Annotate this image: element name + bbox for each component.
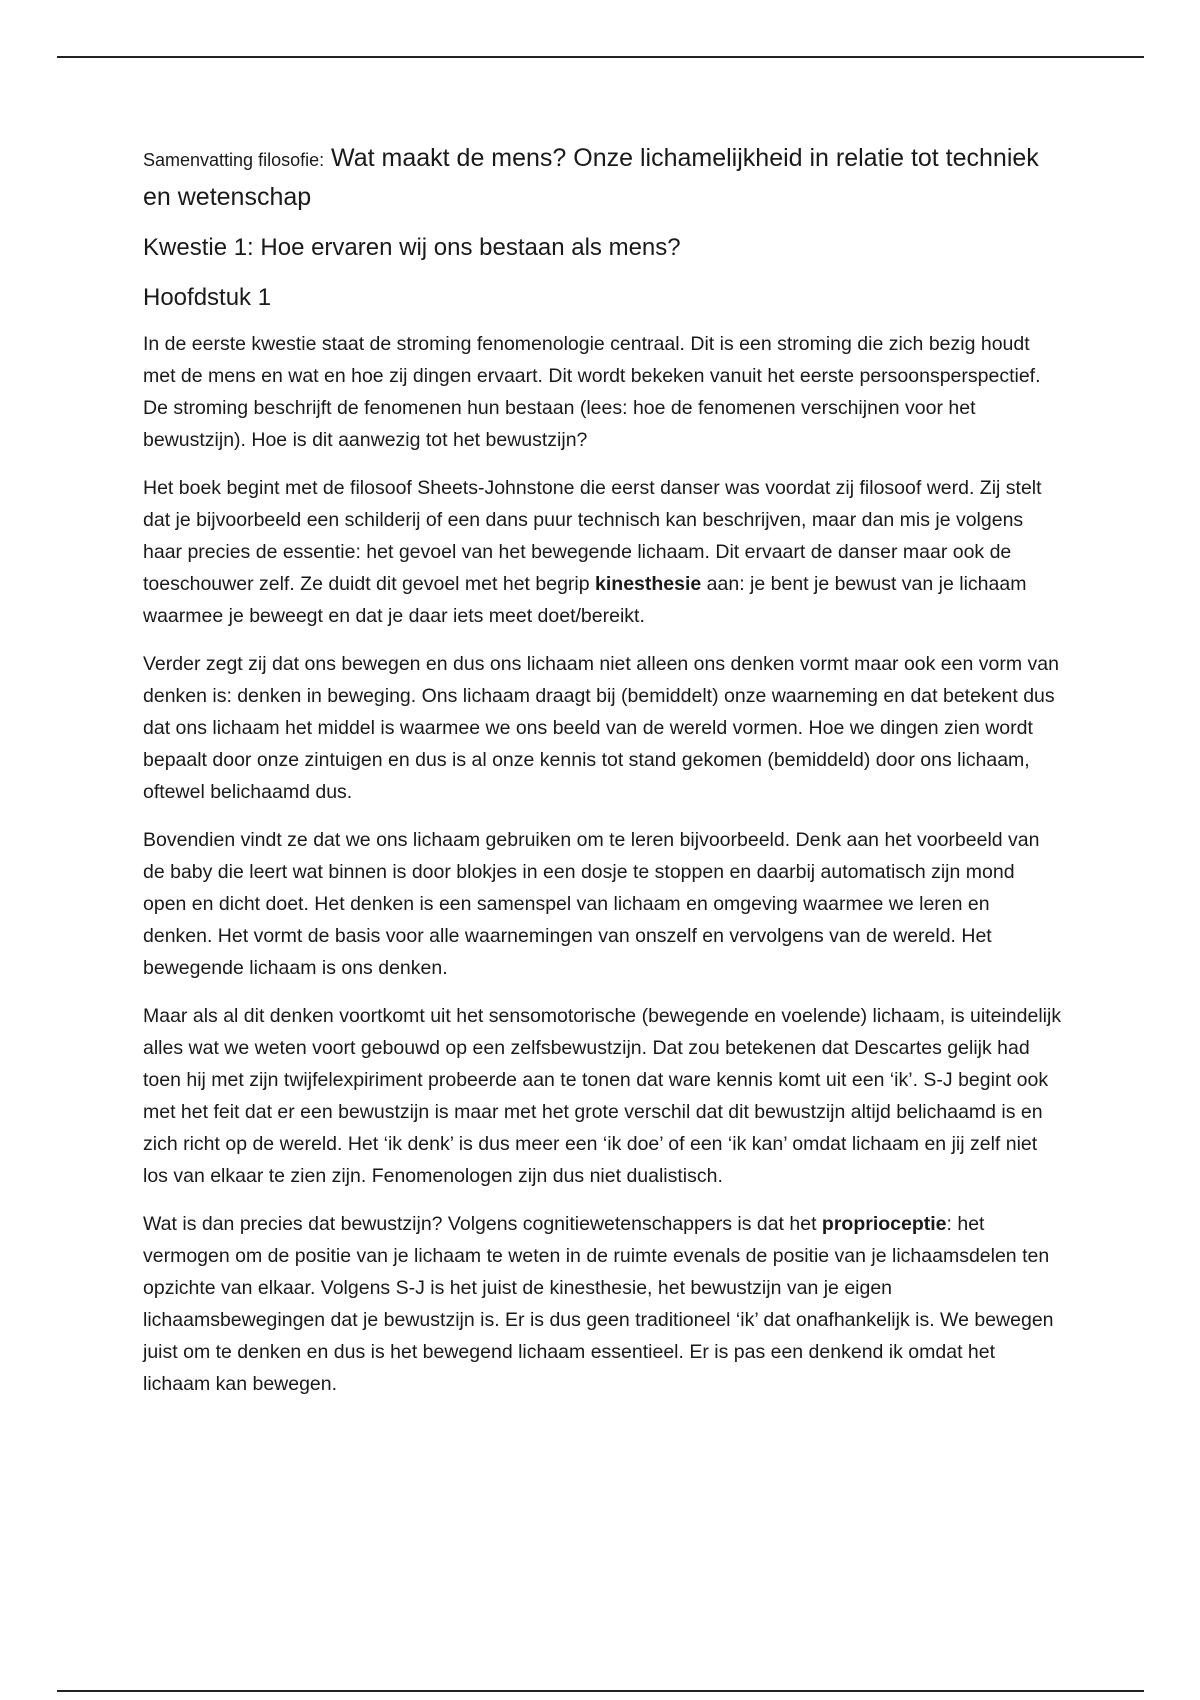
paragraph-6-text: Wat is dan precies dat bewustzijn? Volgens cognitiewetenschappers is dat het xyxy=(143,1213,822,1235)
term-kinesthesie: kinesthesie xyxy=(595,573,702,595)
title-main: Wat maakt de mens? Onze lichamelijkheid in relatie tot techniek en wetenschap xyxy=(143,144,1039,211)
paragraph-2-text-end: aan: je bent je bewust van je lichaam waarmee je beweegt en dat je daar iets meet doet/bereikt. xyxy=(143,573,1027,627)
paragraph-6-text-end: : het vermogen om de positie van je lichaam te weten in de ruimte evenals de positie van je lichaamsdelen ten opzichte van elkaar. Volgens S-J is het juist de kinesthesie, het bewustzijn van je eigen lichaamsbewegingen dat je bewustzijn is. Er is dus geen traditioneel ‘ik’ dat onafhankelijk is. We bewegen juist om te denken en dus is het bewegend lichaam essentieel. Er is pas een denkend ik omdat het lichaam kan bewegen. xyxy=(143,1213,1054,1395)
paragraph-4: Bovendien vindt ze dat we ons lichaam gebruiken om te leren bijvoorbeeld. Denk aan het voorbeeld van de baby die leert wat binnen is door blokjes in een dosje te stoppen en daarbij automatisch zijn mond open en dicht doet. Het denken is een samenspel van lichaam en omgeving waarmee we leren en denken. Het vormt de basis voor alle waarnemingen van onszelf en vervolgens van de wereld. Het bewegende lichaam is ons denken. xyxy=(143,829,1040,979)
title-prefix: Samenvatting filosofie: xyxy=(143,150,325,170)
document-body xyxy=(143,140,1063,1416)
paragraph-2-text: Het boek begint met de filosoof Sheets-Johnstone die eerst danser was voordat zij filosoof werd. Zij stelt dat je bijvoorbeeld een schilderij of een dans puur technisch kan beschrijven, maar dan mis je volgens haar precies de essentie: het gevoel van het bewegende lichaam. Dit ervaart de danser maar ook de toeschouwer zelf. Ze duidt dit gevoel met het begrip xyxy=(143,477,1042,595)
issue-heading: Kwestie 1: Hoe ervaren wij ons bestaan als mens? xyxy=(143,234,681,261)
paragraph-3: Verder zegt zij dat ons bewegen en dus ons lichaam niet alleen ons denken vormt maar ook een vorm van denken is: denken in beweging. Ons lichaam draagt bij (bemiddelt) onze waarneming en dat betekent dus dat ons lichaam het middel is waarmee we ons beeld van de wereld vormen. Hoe we dingen zien wordt bepaalt door onze zintuigen en dus is al onze kennis tot stand gekomen (bemiddeld) door ons lichaam, oftewel belichaamd dus. xyxy=(143,653,1059,803)
bottom-divider xyxy=(57,1690,1144,1692)
top-divider xyxy=(57,56,1144,58)
chapter-heading: Hoofdstuk 1 xyxy=(143,284,272,311)
paragraph-5: Maar als al dit denken voortkomt uit het sensomotorische (bewegende en voelende) lichaam, is uiteindelijk alles wat we weten voort gebouwd op een zelfsbewustzijn. Dat zou betekenen dat Descartes gelijk had toen hij met zijn twijfelexpiriment probeerde aan te tonen dat ware kennis komt uit een ‘ik’. S-J begint ook met het feit dat er een bewustzijn is maar met het grote verschil dat dit bewustzijn altijd belichaamd is en zich richt op de wereld. Het ‘ik denk’ is dus meer een ‘ik doe’ of een ‘ik kan’ omdat lichaam en jij zelf niet los van elkaar te zien zijn. Fenomenologen zijn dus niet dualistisch. xyxy=(143,1005,1062,1187)
document-title xyxy=(143,140,1063,216)
paragraph-2 xyxy=(143,472,1063,632)
paragraph-6 xyxy=(143,1208,1063,1400)
paragraph-1: In de eerste kwestie staat de stroming fenomenologie centraal. Dit is een stroming die zich bezig houdt met de mens en wat en hoe zij dingen ervaart. Dit wordt bekeken vanuit het eerste persoonsperspectief. De stroming beschrijft de fenomenen hun bestaan (lees: hoe de fenomenen verschijnen voor het bewustzijn). Hoe is dit aanwezig tot het bewustzijn? xyxy=(143,333,1041,451)
term-proprioceptie: proprioceptie xyxy=(821,1213,947,1235)
